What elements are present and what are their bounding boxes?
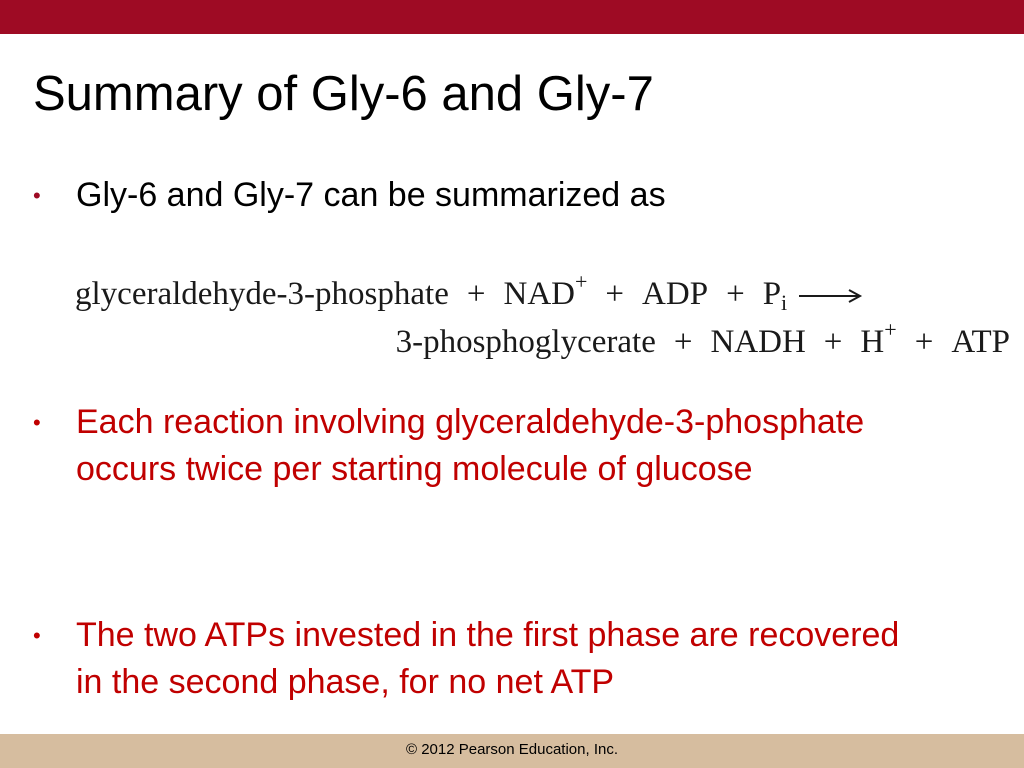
superscript-plus: + bbox=[884, 317, 897, 342]
top-accent-bar bbox=[0, 0, 1024, 34]
plus-sign: + bbox=[823, 324, 843, 360]
copyright-notice: © 2012 Pearson Education, Inc. bbox=[405, 741, 619, 758]
bullet-dot-icon: • bbox=[33, 183, 41, 208]
bullet-twice-per-glucose bbox=[33, 399, 933, 493]
product-atp: ATP bbox=[951, 324, 1010, 360]
product-nadh: NADH bbox=[710, 324, 806, 360]
bullet-dot-icon: • bbox=[33, 623, 41, 648]
right-arrow-icon bbox=[799, 288, 863, 304]
reactant-adp: ADP bbox=[642, 276, 709, 312]
plus-sign: + bbox=[726, 276, 745, 312]
plus-sign: + bbox=[466, 276, 486, 312]
equation-products bbox=[396, 310, 1010, 362]
subscript-i: i bbox=[781, 290, 788, 315]
bullet-no-net-atp bbox=[33, 612, 933, 706]
bullet-dot-icon: • bbox=[33, 410, 41, 435]
reactant-glyceraldehyde-3-phosphate: glyceraldehyde-3-phosphate bbox=[75, 276, 449, 312]
product-3-phosphoglycerate: 3-phosphoglycerate bbox=[395, 324, 656, 360]
reaction-equation bbox=[75, 256, 1010, 360]
plus-sign: + bbox=[914, 324, 934, 360]
product-hydrogen-ion: H+ bbox=[860, 317, 897, 360]
slide-title: Summary of Gly-6 and Gly-7 bbox=[33, 67, 654, 121]
bullet-text: Gly-6 and Gly-7 can be summarized as bbox=[76, 176, 666, 214]
plus-sign: + bbox=[605, 276, 625, 312]
superscript-plus: + bbox=[574, 269, 588, 294]
bullet-text: Each reaction involving glyceraldehyde-3-phosphate occurs twice per starting molecule of glucose bbox=[76, 403, 865, 488]
bullet-summary bbox=[33, 172, 993, 219]
reactant-phosphate: $P_i$ bbox=[762, 276, 788, 315]
bullet-text: The two ATPs invested in the first phase are recovered in the second phase, for no net ATP bbox=[76, 616, 900, 701]
plus-sign: + bbox=[673, 324, 693, 360]
reactant-nad: NAD+ bbox=[503, 269, 588, 312]
